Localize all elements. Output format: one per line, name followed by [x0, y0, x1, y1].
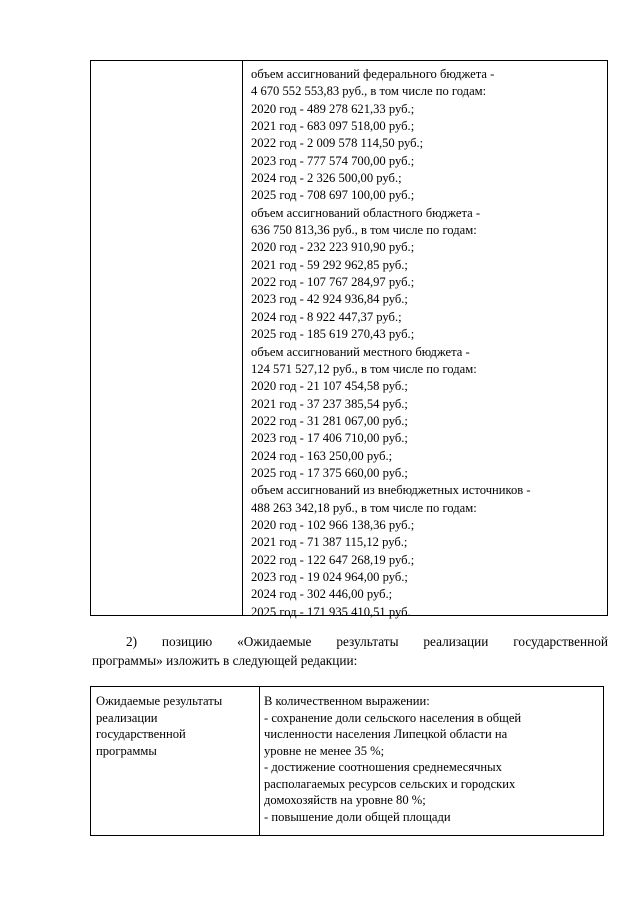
results-content-cell [264, 693, 598, 825]
funding-line: 2021 год - 683 097 518,00 руб.; [251, 119, 415, 134]
funding-line: 2020 год - 232 223 910,90 руб.; [251, 240, 415, 255]
funding-line: 636 750 813,36 руб., в том числе по годам: [251, 223, 477, 238]
funding-line: объем ассигнований федерального бюджета - [251, 67, 495, 81]
results-label-cell [96, 693, 254, 759]
column-divider [259, 687, 260, 835]
funding-line: 2024 год - 2 326 500,00 руб.; [251, 171, 402, 186]
funding-line: 2025 год - 185 619 270,43 руб.; [251, 327, 415, 342]
funding-line: 2022 год - 2 009 578 114,50 руб.; [251, 136, 424, 151]
funding-line: 4 670 552 553,83 руб., в том числе по годам: [251, 84, 487, 99]
amendment-paragraph [92, 632, 608, 670]
funding-line: 2024 год - 302 446,00 руб.; [251, 587, 393, 602]
funding-line: 2022 год - 122 647 268,19 руб.; [251, 552, 415, 567]
funding-line: 2023 год - 777 574 700,00 руб.; [251, 153, 415, 168]
content-line: располагаемых ресурсов сельских и городских [264, 776, 516, 791]
funding-line: 2025 год - 17 375 660,00 руб.; [251, 465, 408, 480]
funding-line: 2020 год - 489 278 621,33 руб.; [251, 101, 415, 116]
content-line: - достижение соотношения среднемесячных [264, 760, 502, 774]
label-line: реализации [96, 710, 158, 725]
funding-line: 2021 год - 71 387 115,12 руб.; [251, 535, 408, 550]
funding-line: 2021 год - 37 237 385,54 руб.; [251, 396, 408, 411]
content-line: численности населения Липецкой области на [264, 727, 508, 741]
funding-line: 2023 год - 17 406 710,00 руб.; [251, 431, 408, 446]
funding-line: объем ассигнований областного бюджета - [251, 205, 481, 220]
funding-line: 124 571 527,12 руб., в том числе по годам: [251, 361, 477, 376]
funding-line: 2020 год - 102 966 138,36 руб.; [251, 517, 415, 532]
paragraph-line: программы» изложить в следующей редакции: [92, 653, 358, 668]
funding-cell [251, 66, 603, 621]
content-line: - повышение доли общей площади [264, 809, 451, 824]
funding-line: 2024 год - 163 250,00 руб.; [251, 448, 393, 463]
content-line: В количественном выражении: [264, 694, 430, 708]
label-line: Ожидаемые результаты [96, 694, 223, 708]
funding-line: 2022 год - 107 767 284,97 руб.; [251, 275, 415, 290]
funding-line: 2022 год - 31 281 067,00 руб.; [251, 413, 408, 428]
column-divider [242, 61, 243, 615]
content-line: - сохранение доли сельского населения в общей [264, 710, 522, 725]
content-line: домохозяйств на уровне 80 %; [264, 793, 426, 807]
funding-table [90, 60, 608, 619]
funding-line: 2025 год - 708 697 100,00 руб.; [251, 188, 415, 203]
funding-line: 2021 год - 59 292 962,85 руб.; [251, 257, 408, 272]
funding-line: 488 263 342,18 руб., в том числе по годам: [251, 500, 477, 515]
funding-line: объем ассигнований из внебюджетных источников - [251, 483, 531, 498]
label-line: государственной [96, 727, 186, 741]
paragraph-line: 2) позицию «Ожидаемые результаты реализации государственной [126, 634, 608, 649]
results-table [90, 686, 604, 836]
content-line: уровне не менее 35 %; [264, 743, 385, 758]
funding-line: 2025 год - 171 935 410,51 руб. [251, 604, 411, 619]
funding-line: 2024 год - 8 922 447,37 руб.; [251, 309, 402, 324]
funding-line: 2023 год - 19 024 964,00 руб.; [251, 569, 408, 584]
label-line: программы [96, 743, 157, 758]
funding-line: 2023 год - 42 924 936,84 руб.; [251, 292, 408, 307]
funding-line: объем ассигнований местного бюджета - [251, 344, 470, 359]
funding-line: 2020 год - 21 107 454,58 руб.; [251, 379, 408, 394]
